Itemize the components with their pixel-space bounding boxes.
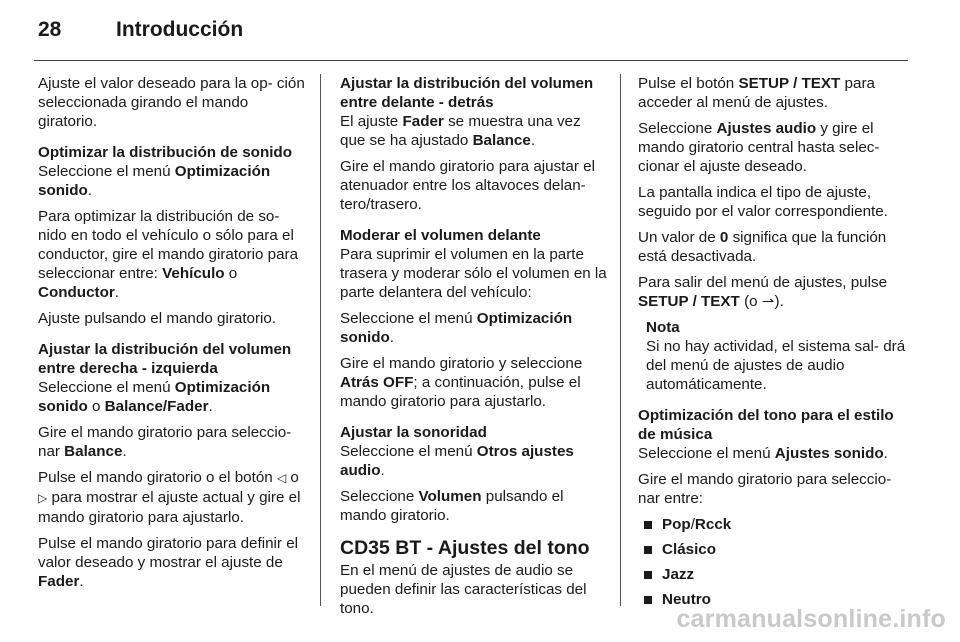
paragraph: Pulse el mando giratorio o el botón ◁ o ▷ para mostrar el ajuste actual y gire el mando giratorio para ajustarlo. [38, 469, 301, 526]
paragraph: Seleccione Volumen pulsando el mando giratorio. [340, 488, 564, 524]
bullet-square-icon [644, 521, 652, 529]
paragraph: Gire el mando giratorio y seleccione Atrás OFF; a continuación, pulse el mando giratorio para ajustarlo. [340, 355, 583, 410]
paragraph: Seleccione el menú Optimización sonido o Balance/Fader. [38, 379, 271, 415]
bullet-square-icon [644, 546, 652, 554]
paragraph: Seleccione el menú Optimización sonido. [340, 310, 573, 346]
paragraph: Pulse el mando giratorio para definir el valor deseado y mostrar el ajuste de Fader. [38, 535, 299, 590]
intro-paragraph: Ajuste el valor deseado para la op- ción seleccionada girando el mando giratorio. [38, 75, 305, 130]
column-1 [38, 74, 308, 598]
column-2 [340, 74, 610, 625]
note-title: Nota [646, 319, 680, 336]
bullet-square-icon [644, 571, 652, 579]
paragraph: La pantalla indica el tipo de ajuste, seguido por el valor correspondiente. [638, 184, 888, 220]
list-item: Pop / Rcck [638, 515, 910, 534]
left-arrow-icon: ◁ [276, 471, 287, 485]
paragraph: Pulse el botón SETUP / TEXT para acceder al menú de ajustes. [638, 75, 875, 111]
bullet-square-icon [644, 596, 652, 604]
note-text: Si no hay actividad, el sistema sal- drá del menú de ajustes de audio automáticamente. [646, 338, 906, 393]
paragraph: Para salir del menú de ajustes, pulse SETUP / TEXT (o ⇀). [638, 274, 888, 310]
note-box [638, 318, 910, 394]
watermark: carmanualsonline.info [676, 605, 946, 633]
page-title: Introducción [116, 18, 244, 41]
column-3 [638, 74, 910, 615]
paragraph: El ajuste Fader se muestra una vez que se ha ajustado Balance. [340, 113, 581, 149]
paragraph: Seleccione el menú Ajustes sonido. [638, 445, 888, 462]
list-item: Jazz [638, 565, 910, 584]
paragraph: Seleccione Ajustes audio y gire el mando giratorio central hasta selec- cionar el ajuste deseado. [638, 120, 880, 175]
section-heading-front-volume: Moderar el volumen delante [340, 227, 541, 244]
paragraph: Gire el mando giratorio para seleccio- nar Balance. [38, 424, 292, 460]
right-arrow-icon: ▷ [38, 491, 48, 505]
paragraph: Gire el mando giratorio para seleccio- nar entre: [638, 471, 892, 507]
paragraph: Seleccione el menú Optimización sonido. [38, 163, 271, 199]
section-heading-balance: Ajustar la distribución del volumen entre derecha - izquierda [38, 341, 292, 377]
header-rule [34, 60, 908, 61]
paragraph: Seleccione el menú Otros ajustes audio. [340, 443, 574, 479]
paragraph: Para suprimir el volumen en la parte trasera y moderar sólo el volumen en la parte delantera del vehículo: [340, 246, 607, 301]
page-header [38, 18, 243, 48]
list-item: Neutro [638, 590, 910, 609]
paragraph: Un valor de 0 significa que la función está desactivada. [638, 229, 887, 265]
paragraph: Gire el mando giratorio para ajustar el atenuador entre los altavoces delan- tero/trasero. [340, 158, 595, 213]
section-heading-loudness: Ajustar la sonoridad [340, 424, 487, 441]
style-list [638, 515, 910, 609]
paragraph: En el menú de ajustes de audio se pueden definir las características del tono. [340, 562, 587, 617]
chapter-heading-tone: CD35 BT - Ajustes del tono [340, 537, 590, 559]
back-icon: ⇀ [761, 293, 775, 310]
paragraph: Para optimizar la distribución de so- nido en todo el vehículo o sólo para el conductor, gire el mando giratorio para seleccionar entre: Vehículo o Conductor. [38, 208, 299, 301]
section-heading-fader: Ajustar la distribución del volumen entre delante - detrás [340, 75, 594, 111]
list-item: Clásico [638, 540, 910, 559]
section-heading-sound-distribution: Optimizar la distribución de sonido [38, 144, 292, 161]
column-divider-2 [620, 74, 621, 606]
section-heading-music-style: Optimización del tono para el estilo de música [638, 407, 894, 443]
page-number: 28 [38, 18, 62, 41]
column-divider-1 [320, 74, 321, 606]
paragraph: Ajuste pulsando el mando giratorio. [38, 310, 277, 327]
